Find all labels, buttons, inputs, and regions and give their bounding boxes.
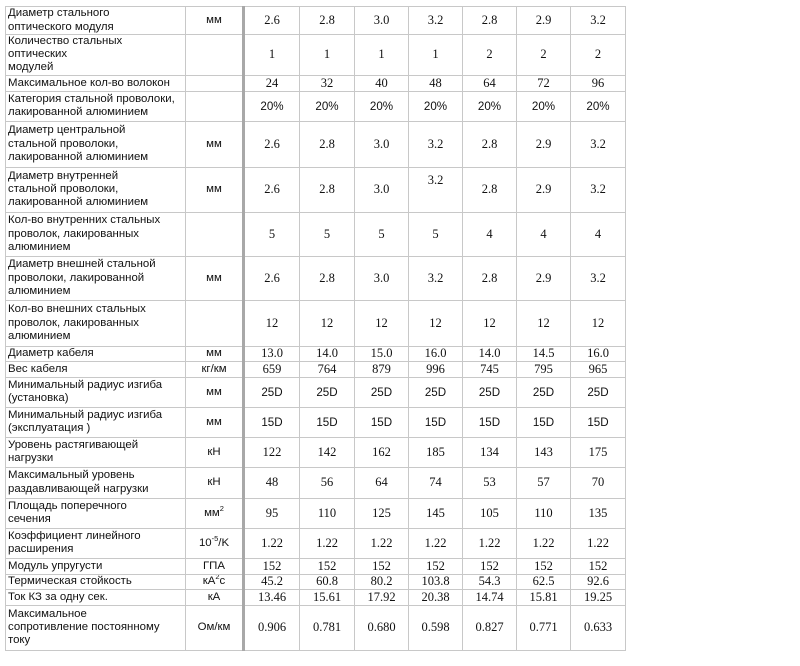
value-cell: 152 bbox=[300, 558, 355, 574]
value-cell: 5 bbox=[409, 212, 463, 256]
value-cell: 14.0 bbox=[463, 346, 517, 361]
parameter-unit: кН bbox=[186, 467, 244, 498]
value-cell: 12 bbox=[571, 300, 626, 346]
value-cell: 0.771 bbox=[517, 605, 571, 650]
parameter-unit: кА bbox=[186, 589, 244, 605]
value-cell: 13.46 bbox=[244, 589, 300, 605]
value-cell: 12 bbox=[463, 300, 517, 346]
unit-superscript: 2 bbox=[219, 503, 224, 513]
value-cell: 110 bbox=[517, 498, 571, 528]
value-cell: 15D bbox=[517, 407, 571, 437]
parameter-name: Минимальный радиус изгиба (эксплуатация ) bbox=[6, 407, 186, 437]
parameter-name: Термическая стойкость bbox=[6, 574, 186, 589]
table-row bbox=[6, 467, 626, 498]
value-cell: 1.22 bbox=[355, 528, 409, 558]
value-cell: 15.61 bbox=[300, 589, 355, 605]
value-cell: 185 bbox=[409, 437, 463, 467]
value-cell: 3.2 bbox=[571, 7, 626, 35]
table-row bbox=[6, 407, 626, 437]
value-cell: 1 bbox=[355, 35, 409, 76]
value-cell: 20% bbox=[244, 91, 300, 121]
value-cell: 48 bbox=[409, 75, 463, 91]
value-cell: 24 bbox=[244, 75, 300, 91]
value-cell: 1.22 bbox=[244, 528, 300, 558]
value-cell: 2.9 bbox=[517, 167, 571, 212]
value-cell: 2.6 bbox=[244, 256, 300, 300]
value-cell: 20% bbox=[355, 91, 409, 121]
value-cell: 152 bbox=[244, 558, 300, 574]
parameter-name: Уровень растягивающей нагрузки bbox=[6, 437, 186, 467]
value-cell: 56 bbox=[300, 467, 355, 498]
value-cell: 5 bbox=[300, 212, 355, 256]
value-cell: 20% bbox=[463, 91, 517, 121]
unit-superscript: -5 bbox=[211, 533, 219, 543]
parameter-unit: мм bbox=[186, 407, 244, 437]
parameter-name: Диаметр внешней стальной проволоки, лакированной алюминием bbox=[6, 256, 186, 300]
parameter-name: Максимальное кол-во волокон bbox=[6, 75, 186, 91]
value-cell: 110 bbox=[300, 498, 355, 528]
value-cell: 62.5 bbox=[517, 574, 571, 589]
table-row bbox=[6, 558, 626, 574]
value-cell: 13.0 bbox=[244, 346, 300, 361]
parameter-unit bbox=[186, 212, 244, 256]
value-cell: 152 bbox=[355, 558, 409, 574]
value-cell: 3.0 bbox=[355, 121, 409, 167]
value-cell: 64 bbox=[463, 75, 517, 91]
value-cell: 103.8 bbox=[409, 574, 463, 589]
value-cell: 142 bbox=[300, 437, 355, 467]
value-cell: 12 bbox=[244, 300, 300, 346]
value-cell: 3.2 bbox=[571, 256, 626, 300]
value-cell: 2.9 bbox=[517, 256, 571, 300]
value-cell: 25D bbox=[355, 377, 409, 407]
value-cell: 2.9 bbox=[517, 121, 571, 167]
value-cell: 795 bbox=[517, 361, 571, 377]
value-cell: 48 bbox=[244, 467, 300, 498]
value-cell: 0.781 bbox=[300, 605, 355, 650]
value-cell: 14.0 bbox=[300, 346, 355, 361]
parameter-name: Коэффициент линейного расширения bbox=[6, 528, 186, 558]
value-cell: 20.38 bbox=[409, 589, 463, 605]
value-cell: 54.3 bbox=[463, 574, 517, 589]
value-cell: 72 bbox=[517, 75, 571, 91]
value-cell: 12 bbox=[517, 300, 571, 346]
value-cell: 25D bbox=[300, 377, 355, 407]
value-cell: 764 bbox=[300, 361, 355, 377]
table-row bbox=[6, 498, 626, 528]
value-cell: 3.0 bbox=[355, 167, 409, 212]
parameter-name: Категория стальной проволоки, лакированной алюминием bbox=[6, 91, 186, 121]
value-cell: 20% bbox=[300, 91, 355, 121]
value-cell: 40 bbox=[355, 75, 409, 91]
value-cell: 15D bbox=[409, 407, 463, 437]
parameter-unit: мм bbox=[186, 7, 244, 35]
value-cell: 135 bbox=[571, 498, 626, 528]
parameter-name: Вес кабеля bbox=[6, 361, 186, 377]
parameter-unit: мм bbox=[186, 346, 244, 361]
parameter-unit bbox=[186, 300, 244, 346]
value-cell: 4 bbox=[463, 212, 517, 256]
value-cell: 2.8 bbox=[300, 256, 355, 300]
value-cell: 16.0 bbox=[571, 346, 626, 361]
value-cell: 143 bbox=[517, 437, 571, 467]
value-cell: 15D bbox=[571, 407, 626, 437]
parameter-unit: мм bbox=[186, 167, 244, 212]
parameter-name: Количество стальных оптических модулей bbox=[6, 35, 186, 76]
table-row bbox=[6, 346, 626, 361]
value-cell: 4 bbox=[517, 212, 571, 256]
value-cell: 1 bbox=[300, 35, 355, 76]
value-cell: 659 bbox=[244, 361, 300, 377]
table-row bbox=[6, 121, 626, 167]
value-cell: 20% bbox=[517, 91, 571, 121]
value-cell: 1.22 bbox=[409, 528, 463, 558]
value-cell: 145 bbox=[409, 498, 463, 528]
table-row bbox=[6, 528, 626, 558]
value-cell: 45.2 bbox=[244, 574, 300, 589]
value-cell: 19.25 bbox=[571, 589, 626, 605]
value-cell: 15D bbox=[300, 407, 355, 437]
value-cell: 25D bbox=[463, 377, 517, 407]
value-cell: 152 bbox=[409, 558, 463, 574]
value-cell: 25D bbox=[244, 377, 300, 407]
value-cell: 32 bbox=[300, 75, 355, 91]
value-cell: 2.8 bbox=[463, 121, 517, 167]
value-cell: 20% bbox=[571, 91, 626, 121]
value-cell: 15.81 bbox=[517, 589, 571, 605]
value-cell: 1 bbox=[244, 35, 300, 76]
value-cell: 122 bbox=[244, 437, 300, 467]
table-row bbox=[6, 361, 626, 377]
value-cell: 152 bbox=[463, 558, 517, 574]
parameter-name: Кол-во внутренних стальных проволок, лакированных алюминием bbox=[6, 212, 186, 256]
value-cell: 1 bbox=[409, 35, 463, 76]
value-cell: 57 bbox=[517, 467, 571, 498]
value-cell: 152 bbox=[571, 558, 626, 574]
value-cell: 965 bbox=[571, 361, 626, 377]
parameter-unit bbox=[186, 91, 244, 121]
value-cell: 996 bbox=[409, 361, 463, 377]
table-row bbox=[6, 212, 626, 256]
value-cell: 2.6 bbox=[244, 167, 300, 212]
table-row bbox=[6, 75, 626, 91]
table-row bbox=[6, 589, 626, 605]
value-cell: 879 bbox=[355, 361, 409, 377]
value-cell: 1.22 bbox=[300, 528, 355, 558]
table-row bbox=[6, 300, 626, 346]
value-cell: 12 bbox=[300, 300, 355, 346]
table-row bbox=[6, 91, 626, 121]
value-cell: 25D bbox=[409, 377, 463, 407]
value-cell: 3.2 bbox=[571, 121, 626, 167]
value-cell: 14.74 bbox=[463, 589, 517, 605]
value-cell: 15.0 bbox=[355, 346, 409, 361]
value-cell: 0.598 bbox=[409, 605, 463, 650]
unit-superscript: 2 bbox=[215, 574, 220, 582]
parameter-unit: мм bbox=[186, 377, 244, 407]
value-cell: 80.2 bbox=[355, 574, 409, 589]
parameter-name: Кол-во внешних стальных проволок, лакированных алюминием bbox=[6, 300, 186, 346]
parameter-name: Минимальный радиус изгиба (установка) bbox=[6, 377, 186, 407]
value-cell: 2 bbox=[517, 35, 571, 76]
table-row bbox=[6, 35, 626, 76]
value-cell: 0.633 bbox=[571, 605, 626, 650]
value-cell: 12 bbox=[409, 300, 463, 346]
parameter-name: Диаметр кабеля bbox=[6, 346, 186, 361]
value-cell: 2.8 bbox=[463, 167, 517, 212]
value-cell: 2.8 bbox=[300, 121, 355, 167]
value-cell: 3.2 bbox=[571, 167, 626, 212]
value-cell: 3.2 bbox=[409, 7, 463, 35]
parameter-unit: кг/км bbox=[186, 361, 244, 377]
value-cell: 152 bbox=[517, 558, 571, 574]
value-cell: 5 bbox=[244, 212, 300, 256]
parameter-unit: мм bbox=[186, 256, 244, 300]
value-cell: 5 bbox=[355, 212, 409, 256]
value-cell: 60.8 bbox=[300, 574, 355, 589]
parameter-unit: Ом/км bbox=[186, 605, 244, 650]
value-cell: 2.8 bbox=[463, 256, 517, 300]
parameter-unit: ГПА bbox=[186, 558, 244, 574]
value-cell: 15D bbox=[355, 407, 409, 437]
parameter-unit bbox=[186, 35, 244, 76]
value-cell: 12 bbox=[355, 300, 409, 346]
value-cell: 4 bbox=[571, 212, 626, 256]
value-cell: 2 bbox=[463, 35, 517, 76]
value-cell: 2.8 bbox=[300, 7, 355, 35]
value-cell: 3.2 bbox=[409, 167, 463, 212]
value-cell: 25D bbox=[571, 377, 626, 407]
value-cell: 134 bbox=[463, 437, 517, 467]
value-cell: 0.906 bbox=[244, 605, 300, 650]
value-cell: 2.9 bbox=[517, 7, 571, 35]
value-cell: 2.8 bbox=[463, 7, 517, 35]
value-cell: 162 bbox=[355, 437, 409, 467]
parameter-unit: $10^{-5}/K$ bbox=[186, 528, 244, 558]
value-cell: 15D bbox=[463, 407, 517, 437]
parameter-name: Диаметр внутренней стальной проволоки, лакированной алюминием bbox=[6, 167, 186, 212]
value-cell: 745 bbox=[463, 361, 517, 377]
value-cell: 14.5 bbox=[517, 346, 571, 361]
parameter-name: Максимальный уровень раздавливающей нагрузки bbox=[6, 467, 186, 498]
value-cell: 1.22 bbox=[571, 528, 626, 558]
spec-table bbox=[5, 6, 626, 651]
parameter-unit: $кА^2с$ bbox=[186, 574, 244, 589]
value-cell: 105 bbox=[463, 498, 517, 528]
value-cell: 125 bbox=[355, 498, 409, 528]
value-cell: 1.22 bbox=[463, 528, 517, 558]
value-cell: 3.2 bbox=[409, 121, 463, 167]
parameter-unit bbox=[186, 75, 244, 91]
parameter-name: Модуль упругусти bbox=[6, 558, 186, 574]
parameter-name: Максимальное сопротивление постоянному току bbox=[6, 605, 186, 650]
parameter-name: Ток КЗ за одну сек. bbox=[6, 589, 186, 605]
value-cell: 96 bbox=[571, 75, 626, 91]
value-cell: 15D bbox=[244, 407, 300, 437]
value-cell: 92.6 bbox=[571, 574, 626, 589]
parameter-unit: мм bbox=[186, 121, 244, 167]
value-cell: 20% bbox=[409, 91, 463, 121]
parameter-unit: $мм^2$ bbox=[186, 498, 244, 528]
value-cell: 64 bbox=[355, 467, 409, 498]
value-cell: 2.8 bbox=[300, 167, 355, 212]
value-cell: 16.0 bbox=[409, 346, 463, 361]
value-cell: 175 bbox=[571, 437, 626, 467]
value-cell: 25D bbox=[517, 377, 571, 407]
value-cell: 70 bbox=[571, 467, 626, 498]
value-cell: 74 bbox=[409, 467, 463, 498]
table-row bbox=[6, 574, 626, 589]
value-cell: 3.0 bbox=[355, 7, 409, 35]
parameter-unit: кН bbox=[186, 437, 244, 467]
value-cell: 0.680 bbox=[355, 605, 409, 650]
value-cell: 53 bbox=[463, 467, 517, 498]
parameter-name: Площадь поперечного сечения bbox=[6, 498, 186, 528]
table-row bbox=[6, 167, 626, 212]
table-row bbox=[6, 605, 626, 650]
value-cell: 17.92 bbox=[355, 589, 409, 605]
table-row bbox=[6, 7, 626, 35]
table-row bbox=[6, 256, 626, 300]
table-row bbox=[6, 377, 626, 407]
value-cell: 2 bbox=[571, 35, 626, 76]
parameter-name: Диаметр стального оптического модуля bbox=[6, 7, 186, 35]
parameter-name: Диаметр центральной стальной проволоки, лакированной алюминием bbox=[6, 121, 186, 167]
value-cell: 0.827 bbox=[463, 605, 517, 650]
value-cell: 2.6 bbox=[244, 7, 300, 35]
table-row bbox=[6, 437, 626, 467]
value-cell: 2.6 bbox=[244, 121, 300, 167]
value-cell: 95 bbox=[244, 498, 300, 528]
value-cell: 3.2 bbox=[409, 256, 463, 300]
value-cell: 3.0 bbox=[355, 256, 409, 300]
value-cell: 1.22 bbox=[517, 528, 571, 558]
